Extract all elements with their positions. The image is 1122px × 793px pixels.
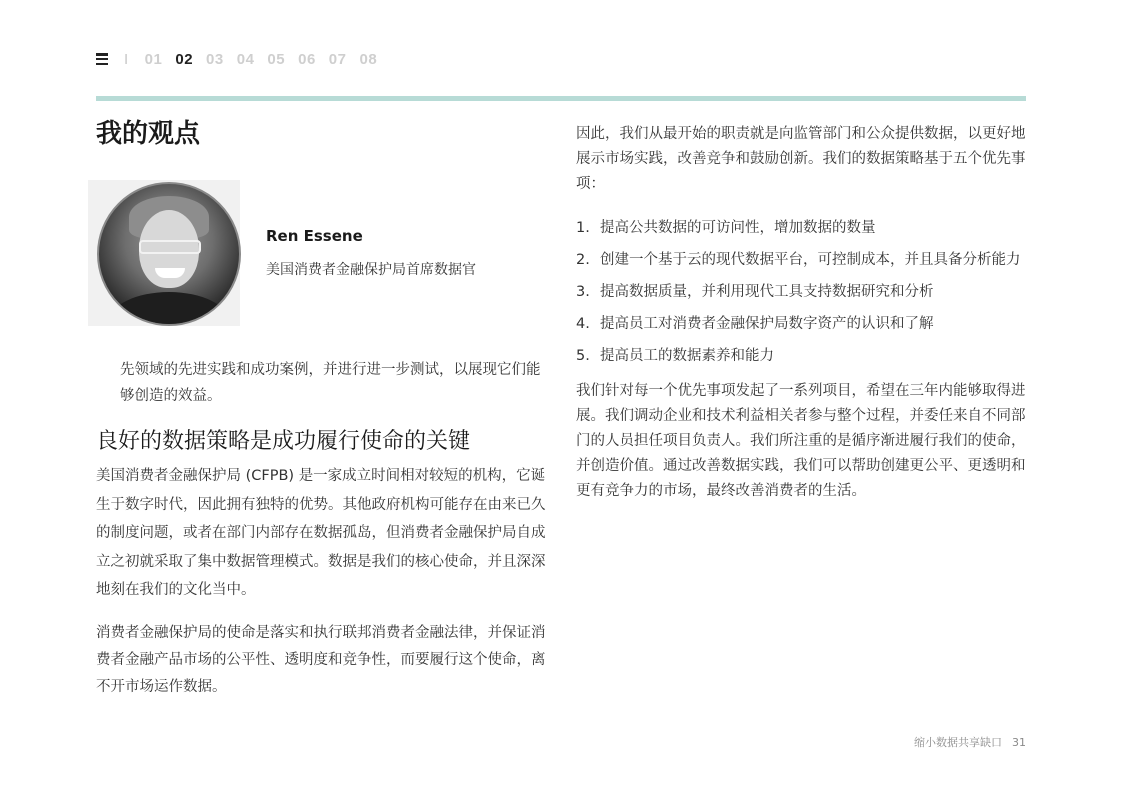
nav-item-05[interactable]: 05 <box>267 50 286 68</box>
left-column <box>96 112 551 695</box>
chapter-nav <box>96 48 390 70</box>
list-text: 提高数据质量，并利用现代工具支持数据研究和分析 <box>600 284 934 300</box>
page-number: 31 <box>1012 736 1026 749</box>
nav-item-03[interactable]: 03 <box>206 50 224 68</box>
list-item <box>576 249 1028 271</box>
subheading: 良好的数据策略是成功履行使命的关键 <box>96 429 471 454</box>
list-text: 提高员工对消费者金融保护局数字资产的认识和了解 <box>600 316 934 332</box>
list-item <box>576 217 1028 239</box>
nav-item-01[interactable]: 01 <box>144 50 163 68</box>
list-number: 3. <box>576 284 590 300</box>
list-number: 5. <box>576 348 590 364</box>
footer-title: 缩小数据共享缺口 <box>914 736 1002 749</box>
list-item <box>576 281 1028 303</box>
nav-item-04[interactable]: 04 <box>236 50 255 68</box>
nav-item-06[interactable]: 06 <box>298 50 316 68</box>
portrait-photo <box>97 182 241 326</box>
person-name: Ren Essene <box>266 227 363 245</box>
list-text: 提高员工的数据素养和能力 <box>600 348 774 364</box>
right-column <box>576 122 1028 504</box>
header-divider <box>96 96 1026 101</box>
page-footer <box>914 734 1026 750</box>
nav-item-08[interactable]: 08 <box>359 50 378 68</box>
nav-item-02[interactable]: 02 <box>175 50 194 68</box>
section-heading: 我的观点 <box>96 119 201 149</box>
list-number: 2. <box>576 252 590 268</box>
menu-icon[interactable] <box>96 53 108 65</box>
list-item <box>576 313 1028 335</box>
intro-paragraph: 因此，我们从最开始的职责就是向监管部门和公众提供数据，以更好地展示市场实践，改善竞争和鼓励创新。我们的数据策略基于五个优先事项： <box>576 126 1026 192</box>
person-title: 美国消费者金融保护局首席数据官 <box>266 262 476 278</box>
body-paragraph-1: 美国消费者金融保护局 (CFPB) 是一家成立时间相对较短的机构，它诞生于数字时代，因此拥有独特的优势。其他政府机构可能存在由来已久的制度问题，或者在部门内部存在数据孤岛，但消费者金融保护局自成立之初就采取了集中数据管理模式。数据是我们的核心使命，并且深深地刻在我们的文化当中。 <box>96 468 546 598</box>
body-paragraph-2: 消费者金融保护局的使命是落实和执行联邦消费者金融法律，并保证消费者金融产品市场的公平性、透明度和竞争性，而要履行这个使命，离不开市场运作数据。 <box>96 625 546 695</box>
nav-separator: I <box>124 50 129 68</box>
profile-photo-frame <box>88 180 240 326</box>
continued-paragraph: 先领域的先进实践和成功案例，并进行进一步测试，以展现它们能够创造的效益。 <box>120 362 541 404</box>
list-text: 提高公共数据的可访问性，增加数据的数量 <box>600 220 876 236</box>
list-item <box>576 345 1028 367</box>
closing-paragraph: 我们针对每一个优先事项发起了一系列项目，希望在三年内能够取得进展。我们调动企业和技术利益相关者参与整个过程，并委任来自不同部门的人员担任项目负责人。我们所注重的是循序渐进履行我们的使命，并创造价值。通过改善数据实践，我们可以帮助创建更公平、更透明和更有竞争力的市场，最终改善消费者的生活。 <box>576 383 1026 499</box>
nav-item-07[interactable]: 07 <box>328 50 347 68</box>
list-number: 1. <box>576 220 590 236</box>
list-number: 4. <box>576 316 590 332</box>
list-text: 创建一个基于云的现代数据平台，可控制成本，并且具备分析能力 <box>600 252 1021 268</box>
priority-list <box>576 217 1028 367</box>
